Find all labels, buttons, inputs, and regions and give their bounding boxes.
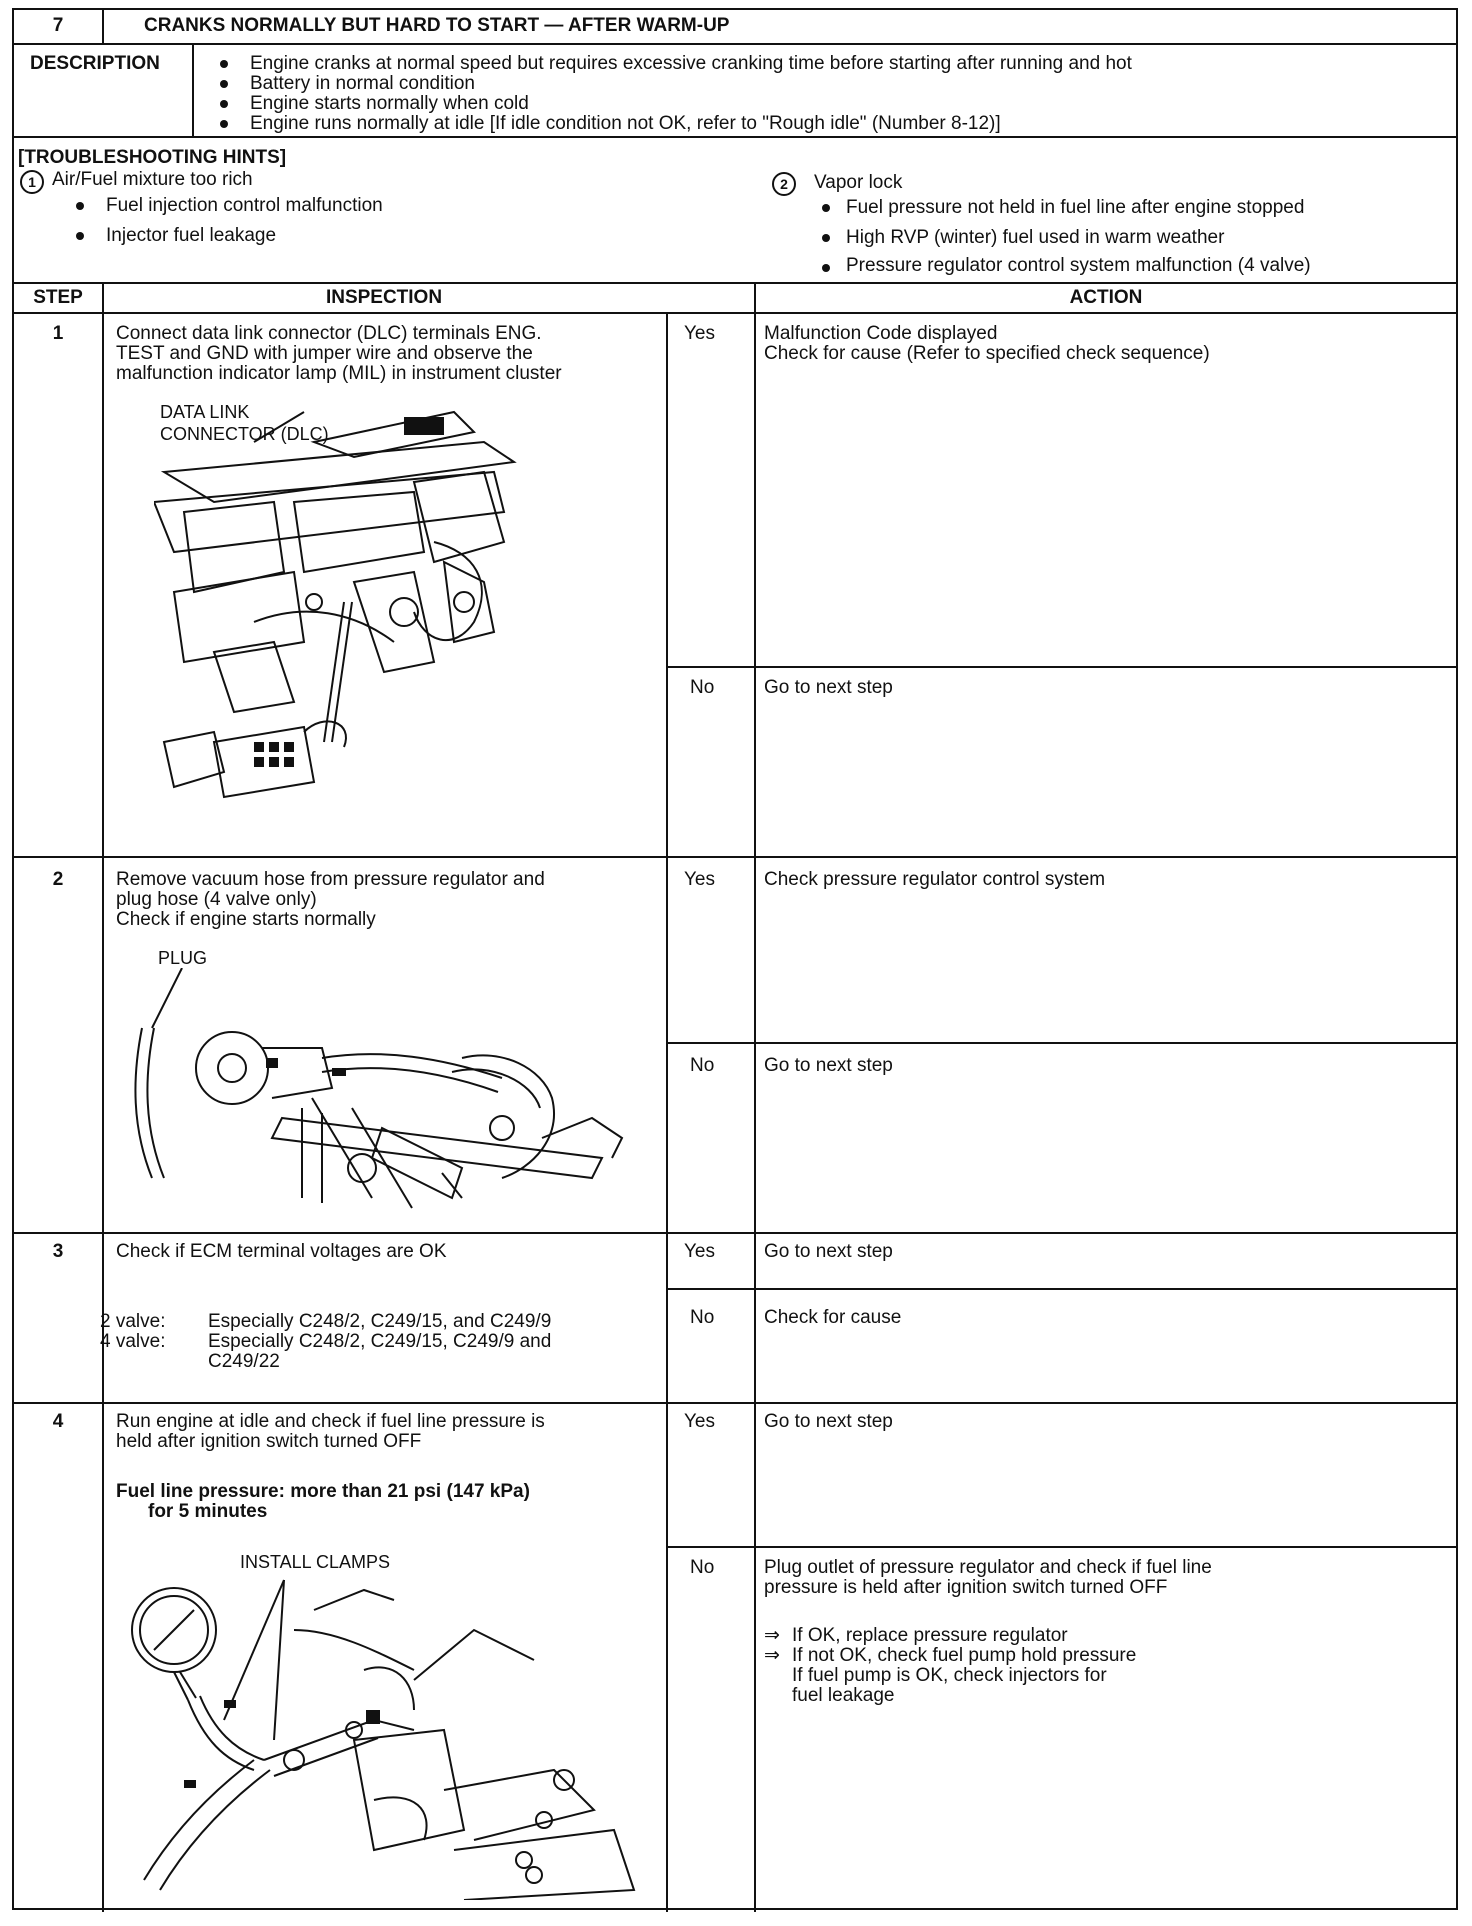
problem-number: 7	[52, 15, 64, 36]
rule	[102, 10, 104, 43]
bullet	[822, 234, 830, 242]
problem-title: CRANKS NORMALLY BUT HARD TO START — AFTER WARM-UP	[144, 15, 730, 36]
fuel-pressure-gauge-illustration	[114, 1570, 654, 1900]
rule	[754, 282, 756, 1912]
figure-label: CONNECTOR (DLC)	[160, 424, 329, 444]
rule	[14, 1402, 1456, 1404]
rule	[102, 282, 104, 1912]
action-line: Plug outlet of pressure regulator and check if fuel line	[764, 1557, 1212, 1578]
bullet	[220, 60, 228, 68]
rule	[666, 1546, 1456, 1548]
column-header-inspection: INSPECTION	[325, 287, 443, 308]
bullet	[822, 204, 830, 212]
result-line: If not OK, check fuel pump hold pressure	[792, 1645, 1137, 1666]
description-label: DESCRIPTION	[30, 53, 160, 74]
description-item: Engine starts normally when cold	[250, 93, 529, 114]
no-label: No	[690, 1557, 715, 1578]
yes-label: Yes	[684, 1241, 715, 1262]
rule	[14, 43, 1456, 45]
figure-label: INSTALL CLAMPS	[240, 1552, 391, 1572]
rule	[14, 312, 1456, 314]
rule	[666, 666, 1456, 668]
description-item: Engine cranks at normal speed but requires excessive cranking time before starting after running and hot	[250, 53, 1132, 74]
result-line: If fuel pump is OK, check injectors for	[792, 1665, 1107, 1686]
action-line: Check for cause (Refer to specified check sequence)	[764, 343, 1210, 364]
hint-item: Fuel injection control malfunction	[106, 195, 383, 216]
result-arrow: ⇒	[764, 1645, 780, 1666]
result-line: If OK, replace pressure regulator	[792, 1625, 1068, 1646]
note-prefix: 2 valve:	[100, 1311, 166, 1332]
hints-label: [TROUBLESHOOTING HINTS]	[18, 147, 287, 168]
action-line: Check pressure regulator control system	[764, 869, 1106, 890]
inspection-line: Check if ECM terminal voltages are OK	[116, 1241, 447, 1262]
bullet	[220, 100, 228, 108]
rule	[666, 1288, 1456, 1290]
figure-label: PLUG	[158, 948, 208, 968]
step-number: 3	[52, 1241, 64, 1262]
dlc-engine-illustration	[154, 402, 594, 852]
yes-label: Yes	[684, 323, 715, 344]
yes-label: Yes	[684, 1411, 715, 1432]
note-line: Especially C248/2, C249/15, C249/9 and	[208, 1331, 552, 1352]
column-header-step: STEP	[33, 287, 83, 308]
troubleshooting-sheet	[12, 8, 1458, 1910]
rule	[666, 1042, 1456, 1044]
step-number: 1	[52, 323, 64, 344]
figure-label: DATA LINK	[160, 402, 250, 422]
inspection-line: plug hose (4 valve only)	[116, 889, 317, 910]
rule	[14, 856, 1456, 858]
rule	[14, 136, 1456, 138]
inspection-line: Remove vacuum hose from pressure regulator and	[116, 869, 545, 890]
spec-line: Fuel line pressure: more than 21 psi (147 kPa)	[116, 1481, 530, 1502]
action-line: Go to next step	[764, 1241, 893, 1262]
hint-item: Fuel pressure not held in fuel line after engine stopped	[846, 197, 1305, 218]
hint-number: 1	[20, 170, 44, 194]
spec-line: for 5 minutes	[148, 1501, 268, 1522]
pressure-regulator-illustration	[122, 968, 642, 1218]
hint-title: Vapor lock	[814, 172, 903, 193]
action-line: pressure is held after ignition switch turned OFF	[764, 1577, 1168, 1598]
rule	[14, 282, 1456, 284]
action-line: Malfunction Code displayed	[764, 323, 998, 344]
inspection-line: held after ignition switch turned OFF	[116, 1431, 422, 1452]
result-line: fuel leakage	[792, 1685, 895, 1706]
no-label: No	[690, 677, 715, 698]
no-label: No	[690, 1307, 715, 1328]
hint-item: Pressure regulator control system malfunction (4 valve)	[846, 255, 1311, 276]
note-line: Especially C248/2, C249/15, and C249/9	[208, 1311, 552, 1332]
rule	[666, 312, 668, 1912]
inspection-line: malfunction indicator lamp (MIL) in instrument cluster	[116, 363, 562, 384]
step-number: 2	[52, 869, 64, 890]
inspection-line: TEST and GND with jumper wire and observe the	[116, 343, 533, 364]
inspection-line: Check if engine starts normally	[116, 909, 376, 930]
no-label: No	[690, 1055, 715, 1076]
action-line: Go to next step	[764, 1055, 893, 1076]
note-line: C249/22	[208, 1351, 280, 1372]
result-arrow: ⇒	[764, 1625, 780, 1646]
bullet	[76, 232, 84, 240]
inspection-line: Run engine at idle and check if fuel line pressure is	[116, 1411, 545, 1432]
step-number: 4	[52, 1411, 64, 1432]
action-line: Go to next step	[764, 1411, 893, 1432]
hint-item: Injector fuel leakage	[106, 225, 277, 246]
note-prefix: 4 valve:	[100, 1331, 166, 1352]
hint-item: High RVP (winter) fuel used in warm weather	[846, 227, 1225, 248]
bullet	[76, 202, 84, 210]
rule	[14, 1232, 1456, 1234]
bullet	[220, 120, 228, 128]
description-item: Battery in normal condition	[250, 73, 475, 94]
rule	[192, 43, 194, 136]
action-line: Check for cause	[764, 1307, 902, 1328]
column-header-action: ACTION	[1069, 287, 1143, 308]
bullet	[220, 80, 228, 88]
hint-title: Air/Fuel mixture too rich	[52, 169, 253, 190]
action-line: Go to next step	[764, 677, 893, 698]
inspection-line: Connect data link connector (DLC) terminals ENG.	[116, 323, 542, 344]
hint-number: 2	[772, 172, 796, 196]
bullet	[822, 264, 830, 272]
description-item: Engine runs normally at idle [If idle condition not OK, refer to "Rough idle" (Number 8-12)]	[250, 113, 1001, 134]
yes-label: Yes	[684, 869, 715, 890]
